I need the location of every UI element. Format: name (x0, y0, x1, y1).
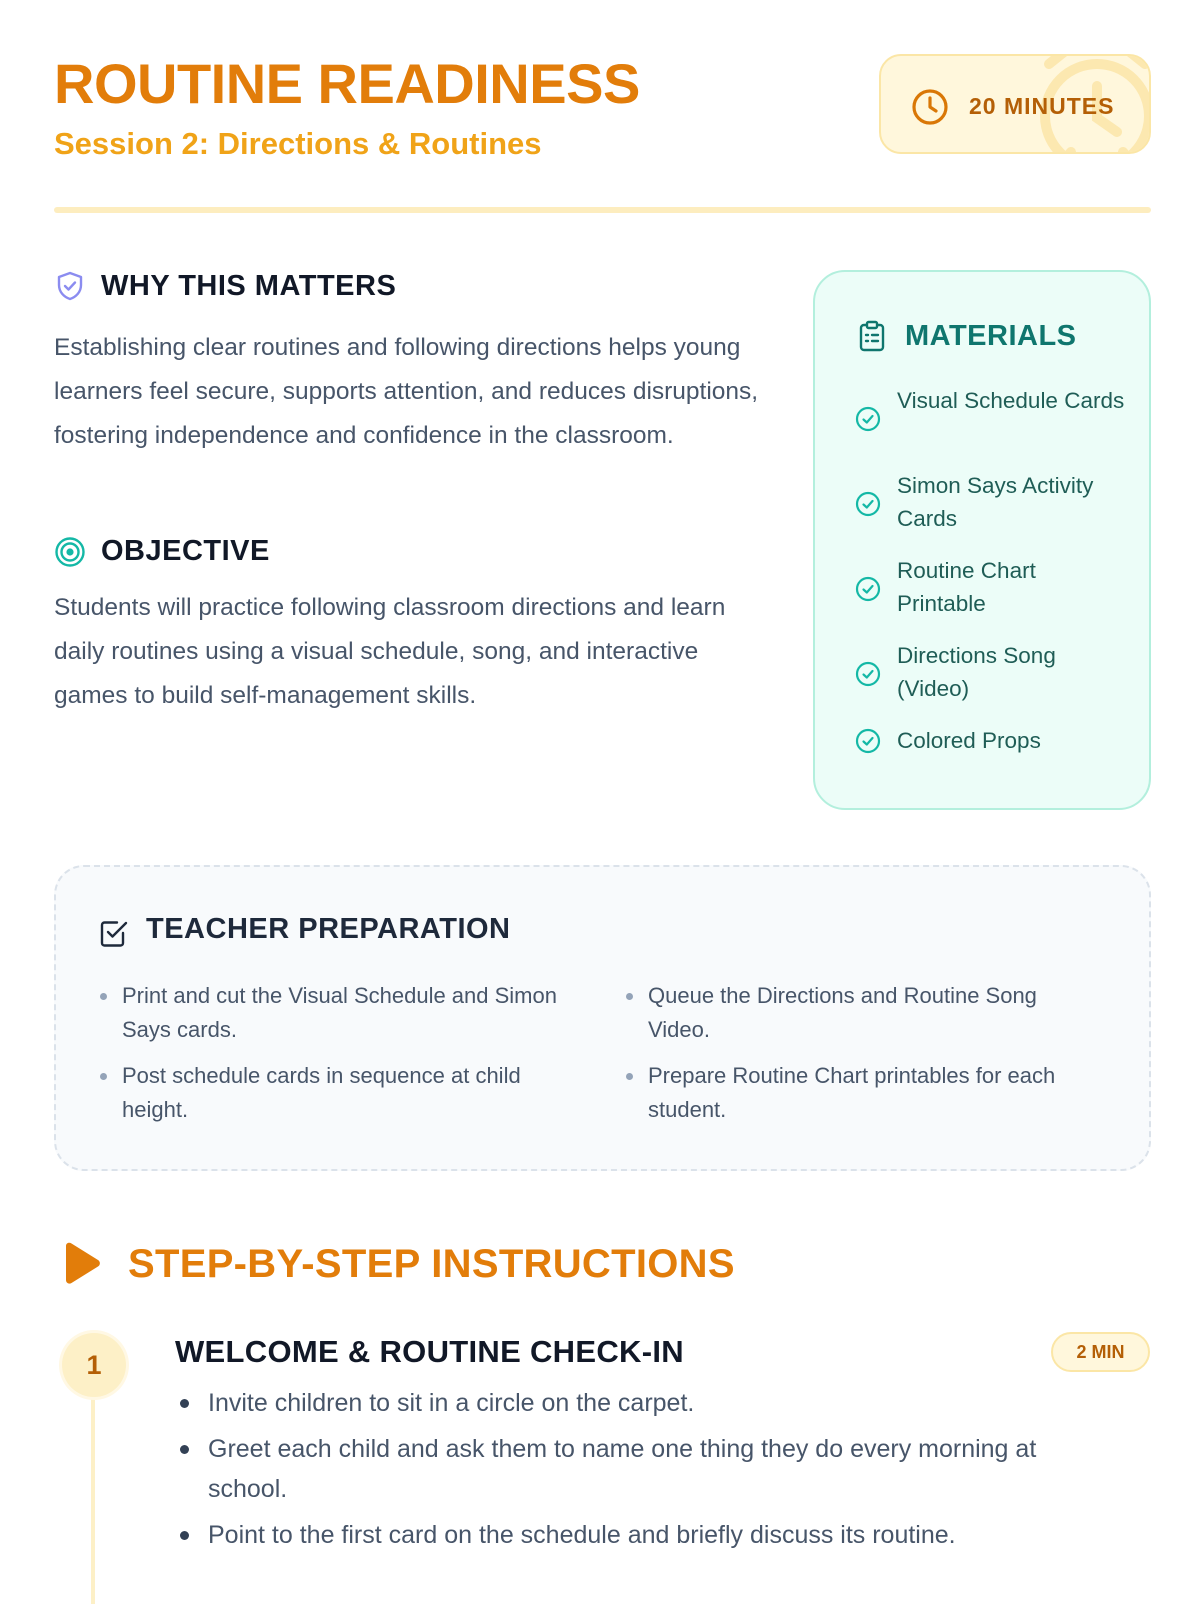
objective-heading: OBJECTIVE (101, 535, 270, 567)
step-bullet (175, 1429, 1115, 1509)
target-icon (54, 536, 86, 568)
prep-heading: TEACHER PREPARATION (146, 913, 511, 945)
header-divider (54, 207, 1151, 213)
step-bullet-list (175, 1383, 1115, 1561)
bullet-dot (626, 993, 633, 1000)
check-circle-icon (855, 728, 881, 754)
step-bullet (175, 1383, 1115, 1423)
duration-badge (879, 54, 1151, 154)
step-bullet-text: Greet each child and ask them to name one thing they do every morning at school. (208, 1435, 1037, 1503)
shield-check-icon (54, 270, 86, 302)
prep-label: Post schedule cards in sequence at child height. (122, 1063, 521, 1122)
check-circle-icon (855, 661, 881, 687)
bullet-dot (180, 1445, 189, 1454)
material-label: Visual Schedule Cards (897, 388, 1125, 413)
material-label: Simon Says Activity Cards (897, 473, 1094, 531)
page-subtitle: Session 2: Directions & Routines (54, 126, 542, 161)
teacher-prep-card (54, 865, 1151, 1171)
steps-heading: STEP-BY-STEP INSTRUCTIONS (128, 1242, 735, 1286)
prep-label: Queue the Directions and Routine Song Video. (648, 983, 1037, 1042)
duration-label: 20 MINUTES (969, 93, 1115, 119)
bullet-dot (180, 1399, 189, 1408)
clipboard-icon (857, 320, 887, 352)
check-circle-icon (855, 491, 881, 517)
why-text: Establishing clear routines and following directions helps young learners feel secure, supports attention, and reduces disruptions, fostering independence and confidence in the classroom. (54, 334, 759, 449)
step-bullet-text: Invite children to sit in a circle on the carpet. (208, 1389, 695, 1417)
clock-icon (911, 88, 949, 126)
step-bullet (175, 1515, 1115, 1555)
step-connector-line (91, 1374, 95, 1604)
prep-label: Print and cut the Visual Schedule and Simon Says cards. (122, 983, 557, 1042)
bullet-dot (180, 1531, 189, 1540)
step-bullet-text: Point to the first card on the schedule and briefly discuss its routine. (208, 1521, 956, 1549)
bullet-dot (100, 993, 107, 1000)
objective-text: Students will practice following classroom directions and learn daily routines using a visual schedule, song, and interactive games to build self-management skills. (54, 594, 726, 709)
materials-card (813, 270, 1151, 810)
step-duration-badge: 2 MIN (1051, 1332, 1150, 1372)
prep-label: Prepare Routine Chart printables for each student. (648, 1063, 1056, 1122)
bullet-dot (100, 1073, 107, 1080)
check-circle-icon (855, 406, 881, 432)
why-heading: WHY THIS MATTERS (101, 270, 397, 302)
step-number-badge: 1 (62, 1333, 126, 1397)
bullet-dot (626, 1073, 633, 1080)
play-icon (58, 1240, 106, 1288)
page-title: ROUTINE READINESS (54, 52, 640, 115)
checkbox-icon (98, 917, 130, 949)
materials-heading: MATERIALS (905, 320, 1077, 352)
material-label: Colored Props (897, 728, 1041, 753)
material-label: Directions Song (Video) (897, 643, 1056, 701)
material-label: Routine Chart Printable (897, 558, 1036, 616)
check-circle-icon (855, 576, 881, 602)
step-title: WELCOME & ROUTINE CHECK-IN (175, 1334, 684, 1369)
